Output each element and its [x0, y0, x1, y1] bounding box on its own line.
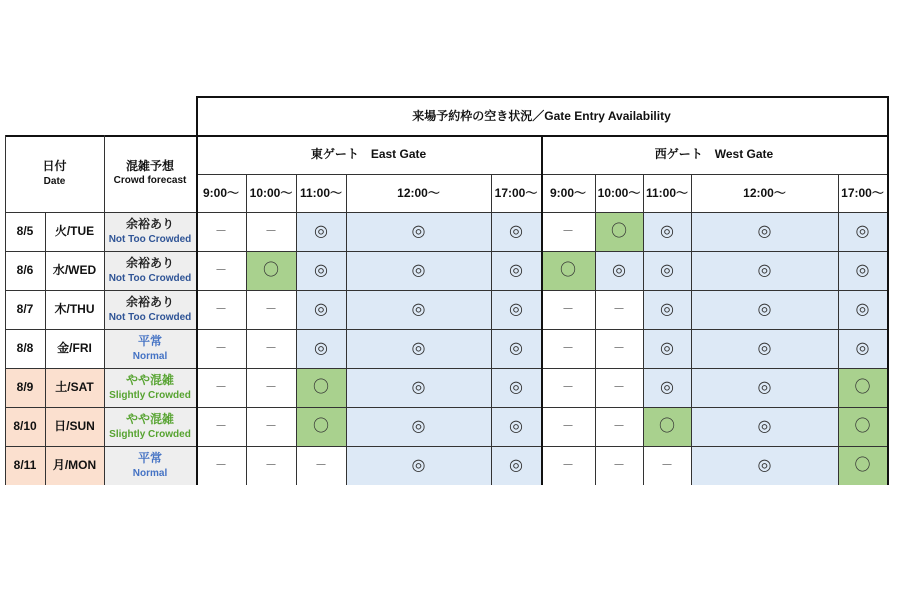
- east-time-4: 17:00～: [494, 185, 538, 200]
- east-slot-4: ◎: [491, 212, 541, 251]
- crowd-forecast: [104, 446, 196, 485]
- west-slot-3: ◎: [691, 368, 838, 407]
- row-date: 8/8: [16, 341, 34, 356]
- east-slot-1: －: [264, 458, 277, 473]
- east-slot-4: ◎: [491, 290, 541, 329]
- crowd-forecast-en: Not Too Crowded: [108, 233, 192, 245]
- crowd-header: [104, 135, 196, 212]
- east-slot-0: －: [214, 380, 227, 395]
- east-slot-0: －: [214, 458, 227, 473]
- east-slot-2: ◎: [296, 212, 346, 251]
- grid-line: [541, 135, 543, 485]
- east-slot-3: ◎: [346, 407, 491, 446]
- east-slot-4: ◎: [491, 446, 541, 485]
- crowd-forecast-ja: やや混雑: [125, 373, 174, 388]
- east-slot-3: ◎: [346, 212, 491, 251]
- east-slot-3: ◎: [346, 329, 491, 368]
- west-slot-2: ◎: [643, 368, 691, 407]
- crowd-forecast: [104, 329, 196, 368]
- east-time-0: 9:00～: [202, 185, 240, 200]
- crowd-forecast-en: Slightly Crowded: [109, 389, 191, 401]
- west-slot-0: －: [561, 341, 574, 356]
- east-time-3: 12:00～: [397, 185, 440, 200]
- crowd-forecast-ja: 平常: [137, 451, 162, 466]
- west-slot-2: ◎: [643, 251, 691, 290]
- west-slot-4: 〇: [838, 407, 887, 446]
- grid-line: [5, 329, 888, 330]
- east-slot-1: －: [264, 224, 277, 239]
- row-weekday: 日/SUN: [45, 407, 104, 446]
- east-slot-2: －: [314, 458, 327, 473]
- east-slot-0: －: [214, 419, 227, 434]
- east-slot-0: －: [214, 224, 227, 239]
- east-slot-2: ◎: [296, 290, 346, 329]
- row-weekday: 火/TUE: [54, 224, 95, 239]
- row-date: 8/9: [5, 368, 45, 407]
- crowd-header-label-en: Crowd forecast: [113, 175, 187, 187]
- west-time-3: 12:00～: [743, 185, 786, 200]
- east-slot-3: ◎: [346, 446, 491, 485]
- east-slot-2: 〇: [296, 368, 346, 407]
- grid-line: [595, 174, 596, 485]
- east-time-2: 11:00～: [299, 185, 343, 200]
- crowd-forecast: [104, 407, 196, 446]
- crowd-forecast-en: Normal: [132, 350, 168, 362]
- east-slot-1: －: [264, 419, 277, 434]
- row-date: 8/10: [5, 407, 45, 446]
- east-slot-3: ◎: [346, 290, 491, 329]
- grid-line: [196, 96, 198, 485]
- west-slot-2: ◎: [643, 290, 691, 329]
- grid-line: [643, 174, 644, 485]
- crowd-forecast-en: Not Too Crowded: [108, 272, 192, 284]
- east-slot-4: ◎: [491, 251, 541, 290]
- row-weekday: 土/SAT: [45, 368, 104, 407]
- west-slot-1: －: [612, 341, 625, 356]
- east-slot-1: －: [264, 341, 277, 356]
- row-date: 8/6: [16, 263, 34, 278]
- west-slot-1: 〇: [595, 212, 643, 251]
- west-slot-3: ◎: [691, 251, 838, 290]
- east-slot-4: ◎: [491, 368, 541, 407]
- west-slot-0: －: [561, 419, 574, 434]
- east-slot-1: －: [264, 380, 277, 395]
- row-weekday: 水/WED: [52, 263, 97, 278]
- grid-line: [5, 368, 888, 369]
- grid-line: [196, 96, 888, 98]
- west-slot-0: －: [561, 224, 574, 239]
- west-slot-1: －: [612, 380, 625, 395]
- grid-line: [45, 212, 46, 485]
- crowd-forecast-ja: 余裕あり: [125, 256, 174, 271]
- row-date: 8/7: [16, 302, 34, 317]
- row-weekday: 月/MON: [45, 446, 104, 485]
- grid-line: [246, 174, 247, 485]
- east-slot-4: ◎: [491, 407, 541, 446]
- east-time-1: 10:00～: [249, 185, 293, 200]
- grid-line: [838, 174, 839, 485]
- west-slot-3: ◎: [691, 446, 838, 485]
- east-slot-2: ◎: [296, 329, 346, 368]
- west-time-0: 9:00～: [549, 185, 587, 200]
- west-slot-1: ◎: [595, 251, 643, 290]
- east-slot-1: 〇: [246, 251, 296, 290]
- row-weekday: 金/FRI: [57, 341, 92, 356]
- date-header-label: 日付: [42, 159, 67, 174]
- east-slot-2: ◎: [296, 251, 346, 290]
- west-time-1: 10:00～: [597, 185, 641, 200]
- west-slot-4: ◎: [838, 329, 887, 368]
- east-slot-1: －: [264, 302, 277, 317]
- grid-line: [691, 174, 692, 485]
- west-slot-3: ◎: [691, 212, 838, 251]
- west-gate-header: 西ゲート West Gate: [654, 147, 774, 162]
- west-time-2: 11:00～: [645, 185, 689, 200]
- west-slot-0: －: [561, 380, 574, 395]
- west-slot-4: 〇: [838, 446, 887, 485]
- crowd-forecast-ja: 余裕あり: [125, 295, 174, 310]
- west-slot-0: －: [561, 302, 574, 317]
- west-slot-2: ◎: [643, 329, 691, 368]
- east-slot-3: ◎: [346, 368, 491, 407]
- west-slot-1: －: [612, 302, 625, 317]
- crowd-forecast-ja: 余裕あり: [125, 217, 174, 232]
- row-weekday: 木/THU: [54, 302, 95, 317]
- grid-line: [104, 135, 105, 485]
- grid-line: [5, 135, 6, 485]
- east-gate-header: 東ゲート East Gate: [310, 147, 427, 162]
- row-date: 8/11: [5, 446, 45, 485]
- crowd-forecast: [104, 251, 196, 290]
- crowd-forecast-en: Not Too Crowded: [108, 311, 192, 323]
- grid-line: [5, 212, 197, 213]
- west-slot-4: ◎: [838, 251, 887, 290]
- west-slot-2: ◎: [643, 212, 691, 251]
- west-slot-3: ◎: [691, 329, 838, 368]
- west-slot-2: 〇: [643, 407, 691, 446]
- east-slot-0: －: [214, 263, 227, 278]
- west-slot-3: ◎: [691, 290, 838, 329]
- crowd-forecast-en: Normal: [132, 467, 168, 479]
- grid-line: [5, 251, 888, 252]
- crowd-forecast: [104, 290, 196, 329]
- east-slot-4: ◎: [491, 329, 541, 368]
- west-slot-1: －: [612, 419, 625, 434]
- west-slot-4: ◎: [838, 212, 887, 251]
- grid-line: [296, 174, 297, 485]
- east-slot-0: －: [214, 341, 227, 356]
- west-slot-0: －: [561, 458, 574, 473]
- crowd-forecast-en: Slightly Crowded: [109, 428, 191, 440]
- grid-line: [491, 174, 492, 485]
- east-slot-3: ◎: [346, 251, 491, 290]
- west-slot-3: ◎: [691, 407, 838, 446]
- grid-line: [346, 174, 347, 485]
- east-slot-0: －: [214, 302, 227, 317]
- grid-line: [5, 446, 888, 447]
- west-slot-4: 〇: [838, 368, 887, 407]
- crowd-forecast-ja: 平常: [137, 334, 162, 349]
- crowd-forecast: [104, 212, 196, 251]
- west-slot-4: ◎: [838, 290, 887, 329]
- grid-line: [5, 135, 888, 137]
- crowd-header-label: 混雑予想: [125, 159, 174, 173]
- availability-title: 来場予約枠の空き状況／Gate Entry Availability: [412, 108, 671, 123]
- west-slot-2: －: [660, 458, 673, 473]
- date-header: [5, 135, 104, 212]
- crowd-forecast: [104, 368, 196, 407]
- grid-line: [887, 96, 889, 485]
- date-header-label-en: Date: [43, 175, 66, 187]
- grid-line: [5, 290, 888, 291]
- row-date: 8/5: [16, 224, 34, 239]
- grid-line: [5, 407, 888, 408]
- west-slot-1: －: [612, 458, 625, 473]
- west-time-4: 17:00～: [841, 185, 884, 200]
- west-slot-0: 〇: [541, 251, 595, 290]
- crowd-forecast-ja: やや混雑: [125, 412, 174, 427]
- east-slot-2: 〇: [296, 407, 346, 446]
